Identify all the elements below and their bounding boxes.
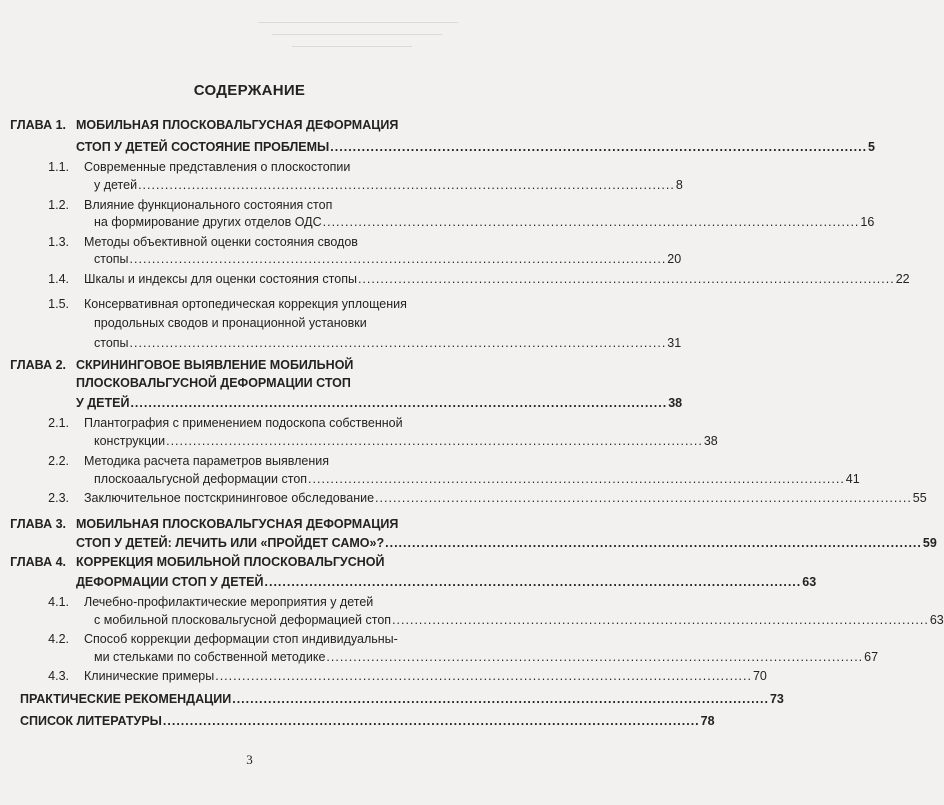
toc-entry-title: плоскоаальгусной деформации стоп	[94, 472, 308, 486]
toc-entry-title: МОБИЛЬНАЯ ПЛОСКОВАЛЬГУСНАЯ ДЕФОРМАЦИЯ	[76, 517, 399, 531]
leader-dots: ........................................................................................................................	[129, 252, 667, 266]
toc-page-number: 38	[703, 434, 718, 448]
toc-entry-line[interactable]	[84, 667, 767, 685]
toc-entry-title: Консервативная ортопедическая коррекция уплощения	[84, 297, 407, 311]
toc-page-number: 70	[752, 669, 767, 683]
leader-dots: ........................................................................................................................	[330, 140, 868, 154]
toc-entry-number: 4.1.	[48, 595, 69, 609]
toc-entry-title: ПЛОСКОВАЛЬГУСНОЙ ДЕФОРМАЦИИ СТОП	[76, 376, 351, 390]
toc-entry-number: 2.3.	[48, 491, 69, 505]
toc-page-number: 31	[667, 336, 682, 350]
toc-entry-number: 2.1.	[48, 416, 69, 430]
toc-entry-title: СТОП У ДЕТЕЙ: ЛЕЧИТЬ ИЛИ «ПРОЙДЕТ САМО»?	[76, 536, 385, 550]
toc-entry-line[interactable]	[94, 250, 682, 268]
leader-dots: ........................................................................................................................	[264, 575, 802, 589]
toc-page-number: 20	[667, 252, 682, 266]
toc-entry-title: Клинические примеры	[84, 669, 215, 683]
toc-entry-number: 4.3.	[48, 669, 69, 683]
toc-page-number: 41	[845, 472, 860, 486]
toc-entry-title: СТОП У ДЕТЕЙ СОСТОЯНИЕ ПРОБЛЕМЫ	[76, 140, 330, 154]
leader-dots: ........................................................................................................................	[129, 336, 667, 350]
toc-entry-title: Методы объективной оценки состояния сводов	[84, 235, 358, 249]
toc-entry-line[interactable]	[94, 470, 860, 488]
toc-page-number: 63	[802, 575, 817, 589]
toc-entry-title: У ДЕТЕЙ	[76, 396, 130, 410]
toc-entry-title: продольных сводов и пронационной установки	[94, 316, 367, 330]
toc-entry-title: СПИСОК ЛИТЕРАТУРЫ	[20, 714, 162, 728]
toc-entry-title: Методика расчета параметров выявления	[84, 454, 330, 468]
toc-entry-title: Способ коррекции деформации стоп индивидуальны-	[84, 632, 398, 646]
toc-entry-number: 4.2.	[48, 632, 69, 646]
toc-entry-title: КОРРЕКЦИЯ МОБИЛЬНОЙ ПЛОСКОВАЛЬГУСНОЙ	[76, 555, 385, 569]
toc-entry-title: конструкции	[94, 434, 166, 448]
toc-entry-line[interactable]	[94, 213, 875, 231]
toc-page-number: 63	[929, 613, 944, 627]
toc-entry-number: 1.5.	[48, 297, 69, 311]
toc-page-number: 16	[860, 215, 875, 229]
toc-entry-number: 1.3.	[48, 235, 69, 249]
leader-dots: ........................................................................................................................	[385, 536, 922, 550]
toc-entry-line[interactable]	[76, 394, 683, 412]
leader-dots: ........................................................................................................................	[162, 714, 700, 728]
toc-entry-number: ГЛАВА 4.	[10, 555, 66, 569]
toc-entry-line[interactable]	[94, 334, 682, 352]
toc-entry-number: 2.2.	[48, 454, 69, 468]
toc-entry-line[interactable]	[76, 534, 937, 552]
toc-entry-title: с мобильной плосковальгусной деформацией стоп	[94, 613, 392, 627]
toc-page-number: 38	[668, 396, 683, 410]
toc-page-number: 55	[912, 491, 927, 505]
toc-entry-title: на формирование других отделов ОДС	[94, 215, 322, 229]
leader-dots: ........................................................................................................................	[326, 650, 864, 664]
leader-dots: ........................................................................................................................	[138, 178, 675, 192]
toc-entry-line[interactable]	[94, 432, 718, 450]
toc-page-number: 73	[769, 692, 784, 706]
toc-entry-line[interactable]	[84, 489, 927, 507]
leader-dots: ........................................................................................................................	[357, 272, 895, 286]
leader-dots: ........................................................................................................................	[375, 491, 912, 505]
page-title: СОДЕРЖАНИЕ	[193, 82, 306, 99]
toc-page-number: 67	[864, 650, 879, 664]
toc-entry-number: 1.2.	[48, 198, 69, 212]
toc-entry-line[interactable]	[94, 648, 879, 666]
toc-page-number: 8	[675, 178, 683, 192]
toc-entry-title: Современные представления о плоскостопии	[84, 160, 351, 174]
toc-entry-title: Плантография с применением подоскопа собственной	[84, 416, 403, 430]
toc-entry-title: стопы	[94, 336, 129, 350]
toc-entry-number: 1.4.	[48, 272, 69, 286]
leader-dots: ........................................................................................................................	[308, 472, 845, 486]
toc-entry-line[interactable]	[84, 270, 910, 288]
page-number: 3	[246, 752, 253, 767]
toc-page-number: 5	[868, 140, 875, 154]
toc-entry-number: ГЛАВА 3.	[10, 517, 66, 531]
toc-entry-line[interactable]	[76, 573, 817, 591]
leader-dots: ........................................................................................................................	[215, 669, 752, 683]
toc-entry-title: ми стельками по собственной методике	[94, 650, 326, 664]
toc-entry-title: стопы	[94, 252, 129, 266]
toc-page-number: 22	[895, 272, 910, 286]
toc-entry-title: СКРИНИНГОВОЕ ВЫЯВЛЕНИЕ МОБИЛЬНОЙ	[76, 358, 354, 372]
toc-entry-title: ПРАКТИЧЕСКИЕ РЕКОМЕНДАЦИИ	[20, 692, 232, 706]
toc-page-number: 78	[700, 714, 715, 728]
leader-dots: ........................................................................................................................	[392, 613, 929, 627]
toc-entry-number: ГЛАВА 1.	[10, 118, 66, 132]
leader-dots: ........................................................................................................................	[130, 396, 668, 410]
leader-dots: ........................................................................................................................	[232, 692, 769, 706]
toc-entry-title: МОБИЛЬНАЯ ПЛОСКОВАЛЬГУСНАЯ ДЕФОРМАЦИЯ	[76, 118, 399, 132]
toc-entry-line[interactable]	[94, 176, 683, 194]
leader-dots: ........................................................................................................................	[166, 434, 703, 448]
toc-entry-title: Лечебно-профилактические мероприятия у детей	[84, 595, 374, 609]
toc-entry-title: Шкалы и индексы для оценки состояния стопы	[84, 272, 357, 286]
toc-entry-title: Заключительное постскрининговое обследование	[84, 491, 375, 505]
leader-dots: ........................................................................................................................	[322, 215, 860, 229]
toc-page-number: 59	[922, 536, 937, 550]
toc-entry-number: 1.1.	[48, 160, 69, 174]
toc-entry-number: ГЛАВА 2.	[10, 358, 66, 372]
toc-entry-title: у детей	[94, 178, 138, 192]
toc-entry-line[interactable]	[20, 712, 715, 730]
toc-entry-line[interactable]	[20, 690, 784, 708]
toc-entry-line[interactable]	[94, 611, 944, 629]
toc-entry-line[interactable]	[76, 138, 875, 156]
toc-entry-title: Влияние функционального состояния стоп	[84, 198, 333, 212]
toc-entry-title: ДЕФОРМАЦИИ СТОП У ДЕТЕЙ	[76, 575, 264, 589]
